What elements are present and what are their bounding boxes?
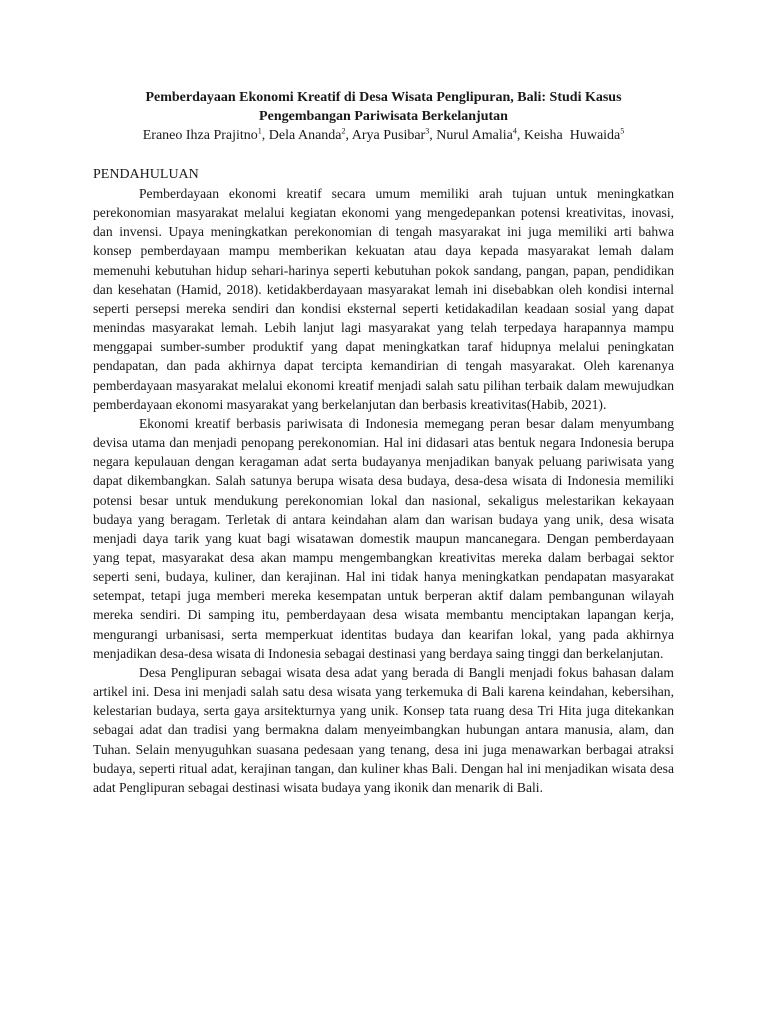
author: Nurul Amalia$^4$, [436, 126, 524, 143]
author-list [93, 126, 674, 145]
document-title [93, 88, 674, 126]
title-line-2: Pengembangan Pariwisata Berkelanjutan [259, 109, 508, 124]
author: Dela Ananda$^2$, [268, 126, 352, 143]
author: Keisha Huwaida$^5$ [523, 126, 625, 143]
paragraph: Ekonomi kreatif berbasis pariwisata di Indonesia memegang peran besar dalam menyumbang devisa utama dan menjadi penopang perekonomian. Hal ini didasari atas bentuk negara Indonesia berupa negara kepulauan dengan keragaman adat serta budayanya menjadikan banyak peluang pariwisata yang dapat dikembangkan. Salah satunya berupa wisata desa budaya, desa-desa wisata di Indonesia memiliki potensi besar untuk mendukung perekonomian lokal dan nasional, sekaligus melestarikan kekayaan budaya yang beragam. Terletak di antara keindahan alam dan warisan budaya yang unik, desa wisata menjadi daya tarik yang kuat bagi wisatawan domestik maupun mancanegara. Dengan pemberdayaan yang tepat, masyarakat desa akan mampu mengembangkan kreativitas mereka dalam berbagai sektor seperti seni, budaya, kuliner, dan kerajinan. Hal ini tidak hanya meningkatkan pendapatan masyarakat setempat, tetapi juga memberi mereka kesempatan untuk berperan aktif dalam pembangunan wilayah mereka sendiri. Di samping itu, pemberdayaan desa wisata membantu menciptakan lapangan kerja, mengurangi urbanisasi, serta memperkuat identitas budaya dan kearifan lokal, yang pada akhirnya menjadikan desa-desa wisata di Indonesia sebagai destinasi yang berdaya saing tinggi dan berkelanjutan. [93, 415, 674, 661]
author: Arya Pusibar$^3$, [351, 126, 437, 143]
section-heading: PENDAHULUAN [93, 167, 199, 182]
author: Eraneo Ihza Prajitno$^1$, [142, 126, 269, 143]
paragraph: Pemberdayaan ekonomi kreatif secara umum memiliki arah tujuan untuk meningkatkan perekonomian masyarakat melalui kegiatan ekonomi yang mengedepankan potensi kreativitas, inovasi, dan invensi. Upaya meningkatkan perekonomian di tengah masyarakat ini juga memiliki arti bahwa konsep pemberdayaan mampu memberikan kekuatan atau daya kepada masyarakat lemah dalam memenuhi kebutuhan hidup sehari-harinya seperti kebutuhan pokok sandang, pangan, papan, pendidikan dan kesehatan (Hamid, 2018). ketidakberdayaan masyarakat lemah ini disebabkan oleh kondisi internal seperti persepsi mereka sendiri dan kondisi eksternal seperti ketidakadilan keadaan sosial yang dapat menindas masyarakat lemah. Lebih lanjut lagi masyarakat yang telah terpedaya harapannya mampu menggapai sumber-sumber produktif yang dapat meningkatkan taraf hidupnya melalui peningkatan pendapatan, dan pada akhirnya dapat tercipta kemandirian di tengah masyarakat. Oleh karenanya pemberdayaan masyarakat melalui ekonomi kreatif menjadi salah satu pilihan terbaik dalam mewujudkan pemberdayaan ekonomi masyarakat yang berkelanjutan dan berbasis kreativitas(Habib, 2021). [93, 186, 674, 412]
paragraph: Desa Penglipuran sebagai wisata desa adat yang berada di Bangli menjadi fokus bahasan dalam artikel ini. Desa ini menjadi salah satu desa wisata yang terkemuka di Bali karena keindahan, kebersihan, kelestarian budaya, serta gaya arsitekturnya yang unik. Konsep tata ruang desa Tri Hita juga ditekankan sebagai adat dan tradisi yang bermakna dalam menyeimbangkan hubungan antara manusia, alam, dan Tuhan. Selain menyuguhkan suasana pedesaan yang tenang, desa ini juga menawarkan berbagai atraksi budaya, seperti ritual adat, kerajinan tangan, dan kuliner khas Bali. Dengan hal ini menjadikan wisata desa adat Penglipuran sebagai destinasi wisata budaya yang ikonik dan menarik di Bali. [93, 664, 674, 795]
document-page [93, 88, 674, 797]
title-line-1: Pemberdayaan Ekonomi Kreatif di Desa Wisata Penglipuran, Bali: Studi Kasus [145, 90, 622, 105]
